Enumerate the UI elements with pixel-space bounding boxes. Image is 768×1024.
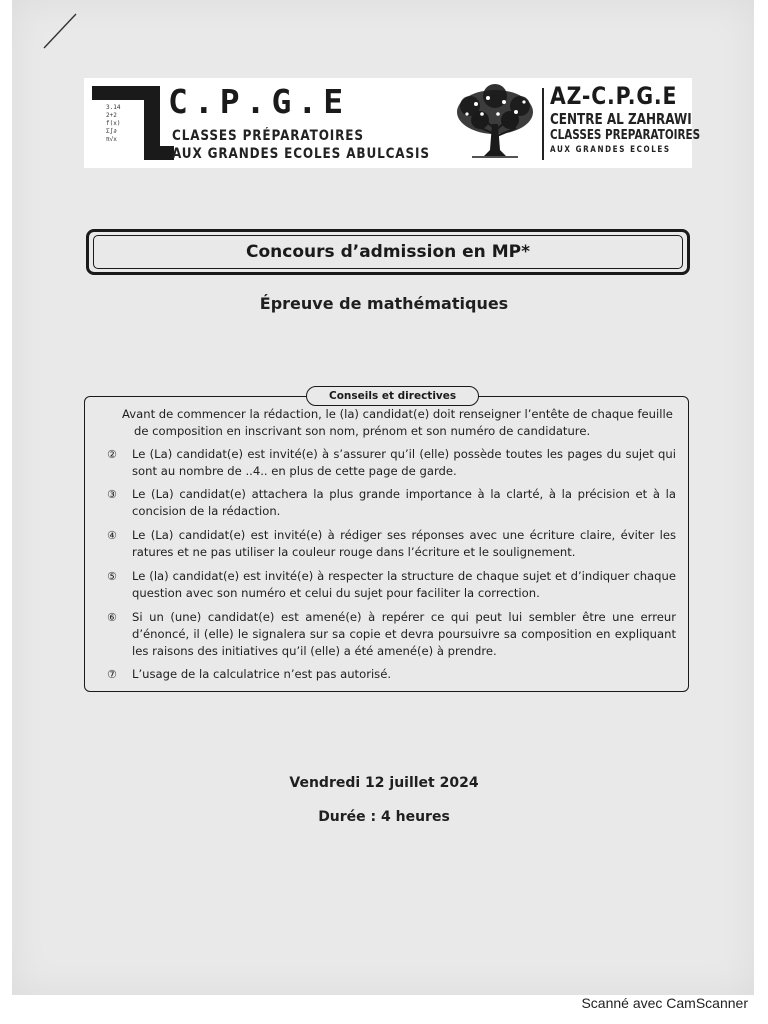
conseils-intro-line1: Avant de commencer la rédaction, le (la) candidat(e) doit renseigner l’entête de chaque feuille bbox=[122, 407, 673, 421]
exam-title-frame bbox=[86, 229, 690, 275]
az-cpge-logo bbox=[450, 82, 701, 162]
tree-icon bbox=[452, 84, 538, 160]
exam-duration: Durée : 4 heures bbox=[318, 809, 450, 825]
conseil-item bbox=[108, 666, 676, 683]
cpge-abulcasis-logo bbox=[92, 82, 430, 162]
item-number: ⑥ bbox=[107, 611, 117, 624]
cpge-logo-title: C.P.G.E bbox=[168, 82, 350, 121]
az-logo-title: AZ-C.P.G.E bbox=[550, 82, 678, 110]
t-logo-icon bbox=[92, 84, 162, 160]
exam-subtitle: Épreuve de mathématiques bbox=[259, 294, 509, 313]
az-logo-line3: AUX GRANDES ECOLES bbox=[550, 145, 671, 155]
conseils-intro bbox=[122, 406, 674, 440]
cpge-logo-line1: CLASSES PRÉPARATOIRES bbox=[172, 128, 364, 144]
conseils-intro-line2: de composition en inscrivant son nom, prénom et son numéro de candidature. bbox=[134, 424, 591, 438]
az-logo-line1: CENTRE AL ZAHRAWI bbox=[550, 110, 692, 128]
exam-title: Concours d’admission en MP* bbox=[246, 242, 530, 262]
logo-math-symbols: 3.14 2+2 f(x) Σ∫∂ π√x bbox=[106, 104, 121, 143]
item-text: Le (La) candidat(e) est invité(e) à s’assurer qu’il (elle) possède toutes les pages du sujet qui sont au nombre de ..4.. en plus de cette page de garde. bbox=[132, 447, 676, 478]
conseil-item bbox=[108, 527, 676, 561]
item-text: L’usage de la calculatrice n’est pas autorisé. bbox=[132, 667, 392, 681]
conseil-item bbox=[108, 609, 676, 660]
conseils-label: Conseils et directives bbox=[306, 386, 479, 406]
cpge-logo-line2: AUX GRANDES ECOLES ABULCASIS bbox=[172, 146, 430, 162]
pen-stroke-mark bbox=[42, 12, 80, 50]
item-text: Le (la) candidat(e) est invité(e) à respecter la structure de chaque sujet et d’indiquer chaque question avec son numéro et celui du sujet pour faciliter la correction. bbox=[132, 569, 676, 600]
item-number: ④ bbox=[107, 529, 117, 542]
conseil-item bbox=[108, 568, 676, 602]
item-number: ② bbox=[107, 448, 117, 461]
item-number: ⑤ bbox=[107, 570, 117, 583]
item-text: Le (La) candidat(e) est invité(e) à rédiger ses réponses avec une écriture claire, éviter les ratures et ne pas utiliser la couleur rouge dans l’écriture et le soulignement. bbox=[132, 528, 676, 559]
item-text: Si un (une) candidat(e) est amené(e) à repérer ce qui peut lui sembler être une erreur d’énoncé, il (elle) le signalera sur sa copie et devra poursuivre sa composition en expliquant les raisons des initiatives qu’il (elle) a été amené(e) à prendre. bbox=[132, 610, 676, 658]
exam-date: Vendredi 12 juillet 2024 bbox=[289, 775, 479, 791]
camscanner-watermark: Scanné avec CamScanner bbox=[581, 995, 748, 1011]
item-number: ⑦ bbox=[107, 668, 117, 681]
conseil-item bbox=[108, 486, 676, 520]
item-text: Le (La) candidat(e) attachera la plus grande importance à la clarté, à la précision et à la concision de la rédaction. bbox=[132, 487, 676, 518]
conseil-item bbox=[108, 446, 676, 480]
header-logo-strip bbox=[84, 78, 701, 168]
item-number: ③ bbox=[107, 488, 117, 501]
az-logo-line2: CLASSES PREPARATOIRES bbox=[550, 128, 701, 143]
